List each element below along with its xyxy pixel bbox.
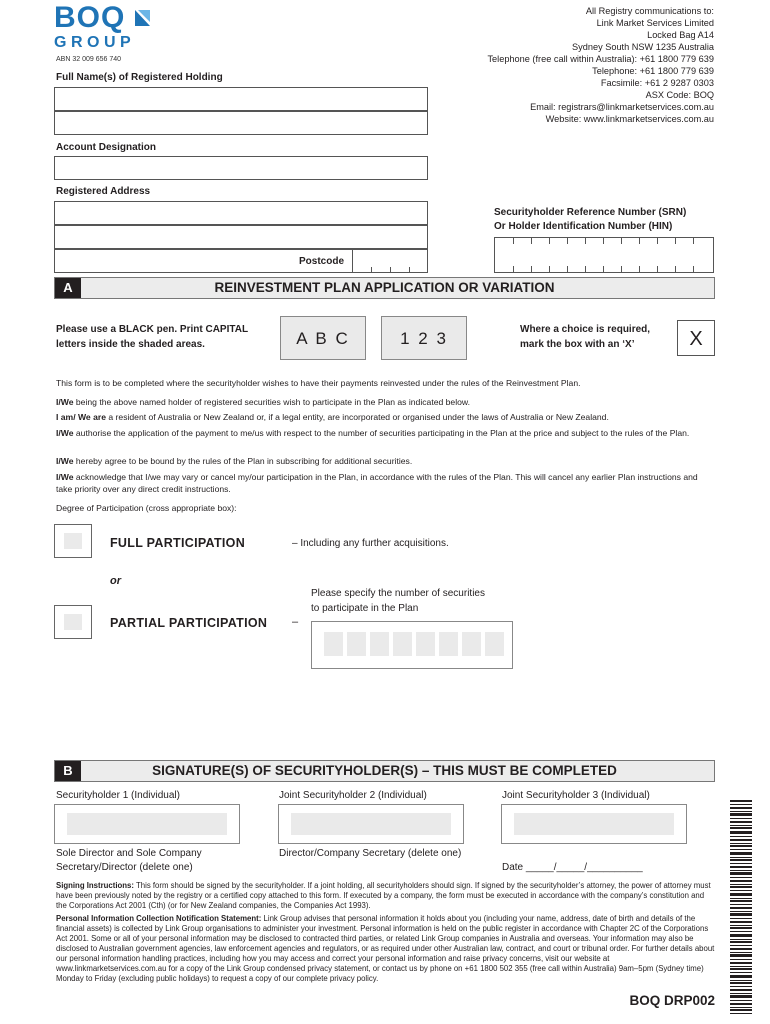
signature-shade [514,813,674,835]
partial-securities-field[interactable] [311,621,513,669]
full-participation-checkbox[interactable] [54,524,92,558]
full-name-label: Full Name(s) of Registered Holding [56,72,223,83]
partial-participation-checkbox[interactable] [54,605,92,639]
declaration-4-subject: I/We [56,456,74,466]
signature-1-field[interactable] [54,804,240,844]
declaration-2-subject: I am/ We are [56,412,106,422]
full-name-field-2[interactable] [54,111,428,135]
digit-cell [462,632,481,656]
declaration-4-text: hereby agree to be bound by the rules of the Plan in subscribing for additional securities. [73,456,413,466]
partial-dash: – [292,616,299,628]
partial-participation-label: PARTIAL PARTICIPATION [110,616,268,630]
declaration-5-text: acknowledge that I/we may vary or cancel my/our participation in the Plan, in accordance with the rules of the Plan. This will cancel any earlier Plan instructions and take priority over any direct credit instructions. [56,472,698,494]
srn-label-line1: Securityholder Reference Number (SRN) [494,207,687,218]
section-a-header [54,277,715,299]
digit-cells [324,632,504,656]
intro-text: This form is to be completed where the securityholder wishes to have their payments reinvested under the rules of the Reinvestment Plan. [56,378,581,388]
contact-line: ASX Code: BOQ [645,90,714,100]
section-b-header [54,760,715,782]
declaration-5-subject: I/We [56,472,74,482]
logo-boq: BOQ [54,1,126,34]
contact-email: Email: registrars@linkmarketservices.com.au [530,102,714,112]
contact-line: Facsimile: +61 2 9287 0303 [600,78,714,88]
privacy-statement-text: Link Group advises that personal information it holds about you (including your name, address, date of birth and details of the financial assets) is collected by Link Group organisations to administer your investment. Personal information is held on the public register in accordance with Chapter 2C of the Corporations Act 2001. Some or all of your personal information may be disclosed to contracted third parties, or related Link Group companies in Australia and overseas. Your information may also be disclosed to Australian government agencies, law enforcement agencies and regulators, or as required under other Australian law, contract, and court or tribunal order. For further details about our personal information handling practices, including how you may access and correct your personal information and raise privacy concerns, visit our website at www.linkmarketservices.com.au for a copy of the Link Group condensed privacy statement, or contact us by phone on +61 1800 502 355 (free call within Australia) 9am–5pm (Sydney time) Monday to Friday (excluding public holidays) to request a copy of our complete privacy policy. [56,914,715,983]
full-participation-description: – Including any further acquisitions. [292,538,449,549]
choice-instruction-2: mark the box with an ‘X’ [520,339,635,350]
signing-instructions-heading: Signing Instructions: [56,881,134,890]
contact-website: Website: www.linkmarketservices.com.au [545,114,714,124]
declaration-1 [56,397,716,409]
declaration-4 [56,456,716,468]
abn-number: ABN 32 009 656 740 [56,56,121,63]
pen-instruction-2: letters inside the shaded areas. [56,339,205,350]
digit-cell [393,632,412,656]
securityholder-3-label: Joint Securityholder 3 (Individual) [502,790,650,801]
contact-line: Link Market Services Limited [596,18,714,28]
signature-shade [291,813,451,835]
registry-contact-block [487,5,714,125]
or-label: or [110,575,121,587]
declaration-5 [56,472,716,495]
specify-text-1: Please specify the number of securities [311,588,485,599]
section-a-letter: A [55,278,81,298]
choice-instruction-1: Where a choice is required, [520,324,651,335]
full-name-field-1[interactable] [54,87,428,111]
role-1-line-a: Sole Director and Sole Company [56,848,202,859]
address-field-1[interactable] [54,201,428,225]
checkbox-fill [64,614,82,630]
privacy-statement [56,914,716,984]
section-b-letter: B [55,761,81,781]
declaration-1-subject: I/We [56,397,74,407]
example-numbers-box: 1 2 3 [381,316,467,360]
account-designation-label: Account Designation [56,142,157,153]
specify-text-2: to participate in the Plan [311,603,419,614]
contact-line: Sydney South NSW 1235 Australia [572,42,714,52]
section-a-title: REINVESTMENT PLAN APPLICATION OR VARIATION [214,280,555,295]
postcode-label: Postcode [299,256,345,267]
account-designation-field[interactable] [54,156,428,180]
logo-mark-icon [132,8,152,28]
declaration-2-text: a resident of Australia or New Zealand or, if a legal entity, are incorporated or organised under the laws of Australia or New Zealand. [106,412,609,422]
securityholder-1-label: Securityholder 1 (Individual) [56,790,180,801]
securityholder-2-label: Joint Securityholder 2 (Individual) [279,790,427,801]
form-code: BOQ DRP002 [629,993,715,1008]
declaration-2 [56,412,716,424]
degree-label: Degree of Participation (cross appropriate box): [56,503,237,513]
digit-cell [370,632,389,656]
declaration-1-text: being the above named holder of registered securities wish to participate in the Plan as indicated below. [73,397,471,407]
checkbox-fill [64,533,82,549]
signature-3-field[interactable] [501,804,687,844]
declaration-3-text: authorise the application of the payment to me/us with respect to the number of securities participating in the Plan at the price and subject to the rules of the Plan. [73,428,690,438]
contact-line: All Registry communications to: [585,6,714,16]
logo-group: GROUP [54,34,136,51]
postcode-field[interactable] [352,249,429,273]
role-1-line-b: Secretary/Director (delete one) [56,862,193,873]
digit-cell [416,632,435,656]
address-field-3[interactable] [54,249,428,273]
digit-cell [485,632,504,656]
digit-cell [347,632,366,656]
example-letters-box: A B C [280,316,366,360]
signing-instructions [56,881,716,911]
declaration-3 [56,428,716,440]
example-mark-box: X [677,320,715,356]
signature-2-field[interactable] [278,804,464,844]
role-2-label: Director/Company Secretary (delete one) [279,848,462,859]
pen-instruction-1: Please use a BLACK pen. Print CAPITAL [56,324,249,335]
digit-cell [439,632,458,656]
contact-line: Telephone: +61 1800 779 639 [592,66,714,76]
barcode-icon [730,800,752,1014]
address-field-2[interactable] [54,225,428,249]
signing-instructions-text: This form should be signed by the securityholder. If a joint holding, all securityholders should sign. If signed by the securityholder’s attorney, the power of attorney must have been previously noted by the registry or a certified copy attached to this form. If executed by a company, the form must be executed in accordance with the company’s constitution and the Corporations Act 2001 (Cth) (or for New Zealand companies, the Companies Act 1993). [56,881,711,910]
srn-label-line2: Or Holder Identification Number (HIN) [494,221,673,232]
registered-address-label: Registered Address [56,186,151,197]
srn-hin-field[interactable] [494,237,714,273]
contact-line: Locked Bag A14 [647,30,714,40]
signature-shade [67,813,227,835]
contact-line: Telephone (free call within Australia): +61 1800 779 639 [487,54,714,64]
section-b-title: SIGNATURE(S) OF SECURITYHOLDER(S) – THIS MUST BE COMPLETED [152,763,617,778]
full-participation-label: FULL PARTICIPATION [110,536,246,550]
declaration-3-subject: I/We [56,428,74,438]
date-field[interactable]: Date _____/_____/__________ [502,862,643,873]
digit-cell [324,632,343,656]
privacy-statement-heading: Personal Information Collection Notification Statement: [56,914,262,923]
